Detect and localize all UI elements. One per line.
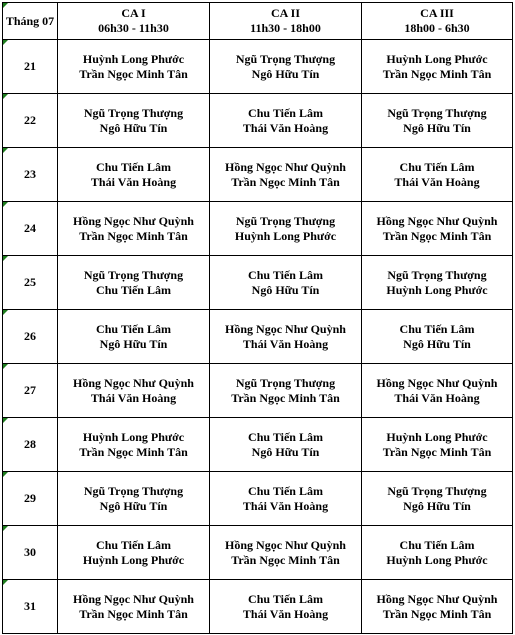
staff-name: Hồng Ngọc Như Quỳnh <box>376 375 498 390</box>
staff-name: Ngô Hữu Tín <box>99 498 168 513</box>
staff-name: Ngô Hữu Tín <box>251 444 320 459</box>
staff-name: Ngũ Trọng Thượng <box>387 267 487 282</box>
staff-name: Ngũ Trọng Thượng <box>387 105 487 120</box>
staff-name: Ngũ Trọng Thượng <box>387 483 487 498</box>
shift-cell <box>362 256 513 310</box>
staff-name: Chu Tiến Lâm <box>96 159 171 174</box>
staff-name: Thái Văn Hoàng <box>242 606 329 621</box>
staff-name: Hồng Ngọc Như Quỳnh <box>225 537 346 552</box>
shift-cell <box>362 526 513 580</box>
staff-name: Trần Ngọc Minh Tân <box>382 228 492 243</box>
shift-cell <box>58 40 210 94</box>
staff-name: Ngô Hữu Tín <box>99 336 168 351</box>
day-cell: 23 <box>3 148 58 202</box>
staff-name: Huỳnh Long Phước <box>82 429 185 444</box>
table-row <box>3 94 513 148</box>
shift-cell <box>362 202 513 256</box>
staff-name: Chu Tiến Lâm <box>96 321 171 336</box>
day-cell: 28 <box>3 418 58 472</box>
shift-cell <box>58 364 210 418</box>
shift-cell <box>58 472 210 526</box>
table-row <box>3 256 513 310</box>
shift-name: CA III <box>420 6 454 20</box>
shift-cell <box>58 526 210 580</box>
staff-name: Ngũ Trọng Thượng <box>83 483 184 498</box>
staff-name: Chu Tiến Lâm <box>248 483 323 498</box>
staff-name: Huỳnh Long Phước <box>386 552 488 567</box>
shift-cell <box>362 580 513 634</box>
staff-name: Chu Tiến Lâm <box>248 591 323 606</box>
staff-name: Hồng Ngọc Như Quỳnh <box>376 591 498 606</box>
shift-header-1 <box>58 3 210 40</box>
day-cell: 24 <box>3 202 58 256</box>
staff-name: Hồng Ngọc Như Quỳnh <box>73 375 194 390</box>
staff-name: Trần Ngọc Minh Tân <box>79 606 188 621</box>
staff-name: Huỳnh Long Phước <box>234 228 337 243</box>
shift-cell <box>362 418 513 472</box>
day-cell: 25 <box>3 256 58 310</box>
staff-name: Chu Tiến Lâm <box>248 429 323 444</box>
staff-name: Ngũ Trọng Thượng <box>235 213 336 228</box>
month-label: Tháng 07 <box>5 13 55 28</box>
shift-cell <box>210 580 362 634</box>
shift-time: 06h30 - 11h30 <box>98 21 169 35</box>
staff-name: Thái Văn Hoàng <box>90 174 177 189</box>
staff-name: Chu Tiến Lâm <box>96 282 171 297</box>
staff-name: Trần Ngọc Minh Tân <box>79 228 188 243</box>
staff-name: Trần Ngọc Minh Tân <box>382 606 492 621</box>
staff-name: Ngô Hữu Tín <box>403 498 471 513</box>
shift-cell <box>210 364 362 418</box>
staff-name: Chu Tiến Lâm <box>399 321 475 336</box>
staff-name: Ngô Hữu Tín <box>251 282 320 297</box>
staff-name: Thái Văn Hoàng <box>242 120 329 135</box>
shift-name: CA I <box>121 6 146 20</box>
shift-cell <box>210 202 362 256</box>
staff-name: Thái Văn Hoàng <box>394 174 480 189</box>
staff-name: Hồng Ngọc Như Quỳnh <box>225 159 346 174</box>
shift-cell <box>210 310 362 364</box>
staff-name: Huỳnh Long Phước <box>82 51 185 66</box>
shift-cell <box>362 364 513 418</box>
staff-name: Hồng Ngọc Như Quỳnh <box>376 213 498 228</box>
shift-cell <box>210 418 362 472</box>
staff-name: Hồng Ngọc Như Quỳnh <box>225 321 346 336</box>
staff-name: Trần Ngọc Minh Tân <box>382 66 492 81</box>
staff-name: Trần Ngọc Minh Tân <box>231 390 340 405</box>
shift-time: 18h00 - 6h30 <box>404 21 470 35</box>
staff-name: Ngũ Trọng Thượng <box>83 267 184 282</box>
table-row <box>3 418 513 472</box>
table-row <box>3 472 513 526</box>
shift-cell <box>58 94 210 148</box>
staff-name: Ngũ Trọng Thượng <box>235 375 336 390</box>
staff-name: Thái Văn Hoàng <box>242 498 329 513</box>
header-row <box>3 3 513 40</box>
staff-name: Hồng Ngọc Như Quỳnh <box>73 213 194 228</box>
staff-name: Huỳnh Long Phước <box>82 552 185 567</box>
table-row <box>3 526 513 580</box>
staff-name: Chu Tiến Lâm <box>248 267 323 282</box>
staff-name: Ngũ Trọng Thượng <box>235 51 336 66</box>
shift-cell <box>210 40 362 94</box>
shift-cell <box>210 472 362 526</box>
shift-cell <box>58 202 210 256</box>
staff-name: Trần Ngọc Minh Tân <box>79 444 188 459</box>
day-cell: 31 <box>3 580 58 634</box>
staff-name: Ngô Hữu Tín <box>403 120 471 135</box>
staff-name: Ngô Hữu Tín <box>99 120 168 135</box>
day-cell: 29 <box>3 472 58 526</box>
staff-name: Trần Ngọc Minh Tân <box>382 444 492 459</box>
staff-name: Thái Văn Hoàng <box>242 336 329 351</box>
table-row <box>3 580 513 634</box>
staff-name: Huỳnh Long Phước <box>386 51 488 66</box>
shift-name: CA II <box>270 6 300 20</box>
shift-cell <box>210 526 362 580</box>
shift-cell <box>58 310 210 364</box>
shift-cell <box>362 94 513 148</box>
day-cell: 21 <box>3 40 58 94</box>
staff-name: Trần Ngọc Minh Tân <box>231 174 340 189</box>
staff-name: Trần Ngọc Minh Tân <box>79 66 188 81</box>
staff-name: Ngô Hữu Tín <box>403 336 471 351</box>
shift-cell <box>58 418 210 472</box>
day-cell: 27 <box>3 364 58 418</box>
staff-name: Thái Văn Hoàng <box>90 390 177 405</box>
month-header <box>3 3 58 40</box>
shift-cell <box>362 472 513 526</box>
shift-cell <box>362 40 513 94</box>
staff-name: Huỳnh Long Phước <box>386 282 488 297</box>
staff-name: Chu Tiến Lâm <box>248 105 323 120</box>
staff-name: Trần Ngọc Minh Tân <box>231 552 340 567</box>
day-cell: 22 <box>3 94 58 148</box>
shift-cell <box>58 580 210 634</box>
staff-name: Chu Tiến Lâm <box>96 537 171 552</box>
shift-header-3 <box>362 3 513 40</box>
table-row <box>3 202 513 256</box>
shift-cell <box>362 310 513 364</box>
shift-cell <box>210 148 362 202</box>
shift-cell <box>58 256 210 310</box>
staff-name: Chu Tiến Lâm <box>399 537 475 552</box>
shift-cell <box>210 94 362 148</box>
table-row <box>3 148 513 202</box>
staff-name: Huỳnh Long Phước <box>386 429 488 444</box>
shift-time: 11h30 - 18h00 <box>250 21 321 35</box>
shift-schedule-table <box>2 2 513 634</box>
staff-name: Hồng Ngọc Như Quỳnh <box>73 591 194 606</box>
shift-cell <box>210 256 362 310</box>
table-row <box>3 310 513 364</box>
staff-name: Chu Tiến Lâm <box>399 159 475 174</box>
shift-header-2 <box>210 3 362 40</box>
day-cell: 30 <box>3 526 58 580</box>
table-row <box>3 364 513 418</box>
shift-cell <box>362 148 513 202</box>
staff-name: Thái Văn Hoàng <box>394 390 480 405</box>
staff-name: Ngũ Trọng Thượng <box>83 105 184 120</box>
table-row <box>3 40 513 94</box>
shift-cell <box>58 148 210 202</box>
day-cell: 26 <box>3 310 58 364</box>
staff-name: Ngô Hữu Tín <box>251 66 320 81</box>
